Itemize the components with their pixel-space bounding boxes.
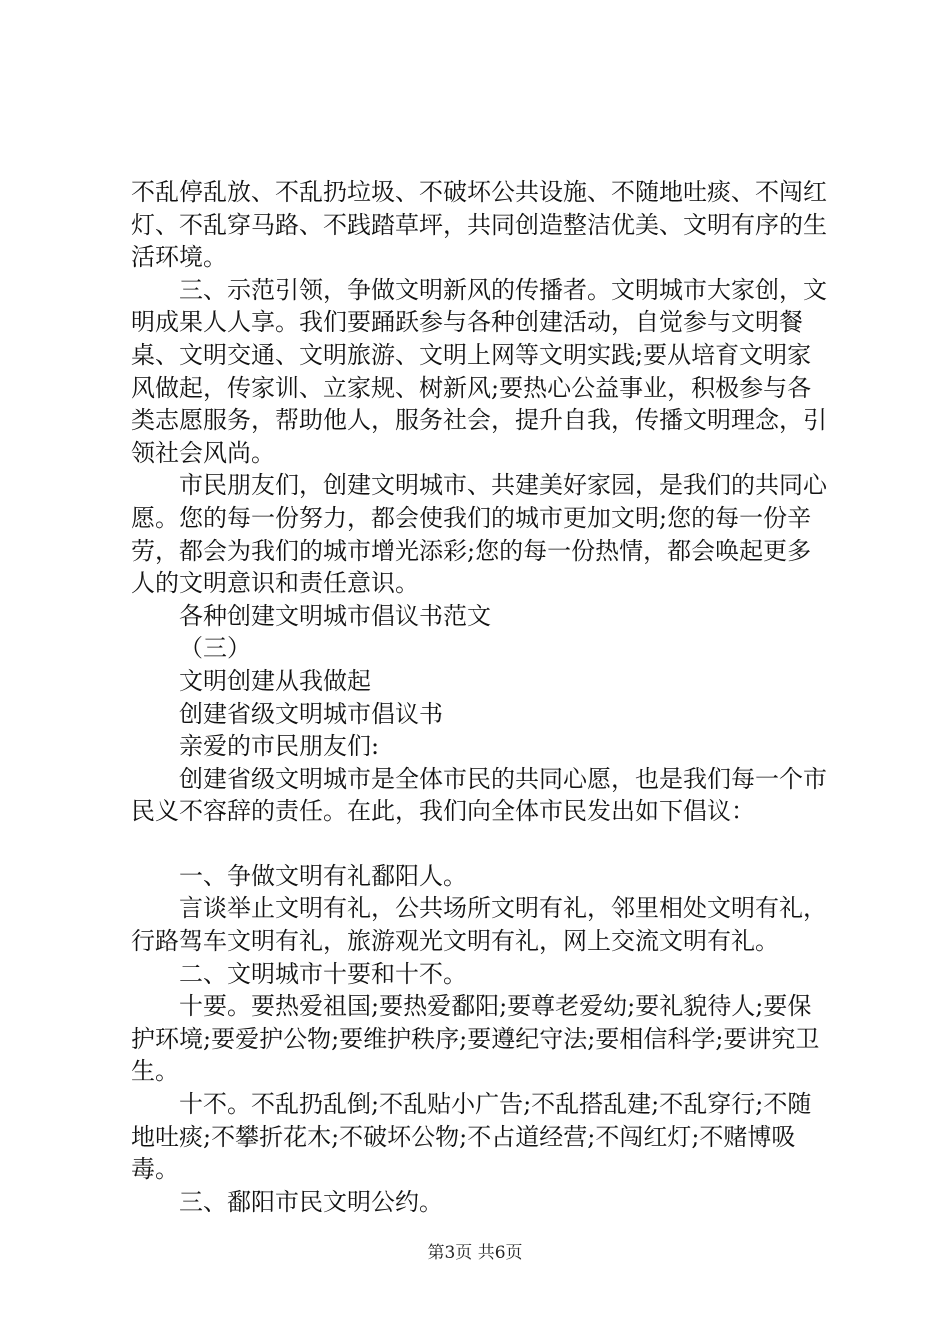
paragraph-7: 创建省级文明城市倡议书 (179, 699, 443, 728)
paragraph-14: 十不。不乱扔乱倒;不乱贴小广告;不乱搭乱建;不乱穿行;不随地吐痰;不攀折花木;不破坏公物;不占道经营;不闯红灯;不赌博吸毒。 (131, 1090, 812, 1184)
paragraph-6: 文明创建从我做起 (179, 666, 371, 695)
page-number-footer: 第3页 共6页 (427, 1243, 523, 1263)
paragraph-5: （三） (179, 634, 251, 663)
paragraph-2: 三、示范引领，争做文明新风的传播者。文明城市大家创，文明成果人人享。我们要踊跃参与各种创建活动，自觉参与文明餐桌、文明交通、文明旅游、文明上网等文明实践;要从培育文明家风做起，传家训、立家规、树新风;要热心公益事业，积极参与各类志愿服务，帮助他人，服务社会，提升自我，传播文明理念，引领社会风尚。 (131, 275, 827, 467)
paragraph-12: 二、文明城市十要和十不。 (179, 959, 467, 988)
paragraph-10: 一、争做文明有礼鄱阳人。 (179, 861, 467, 890)
paragraph-1: 不乱停乱放、不乱扔垃圾、不破坏公共设施、不随地吐痰、不闯红灯、不乱穿马路、不践踏草坪，共同创造整洁优美、文明有序的生活环境。 (131, 178, 827, 272)
paragraph-9: 创建省级文明城市是全体市民的共同心愿，也是我们每一个市民义不容辞的责任。在此，我们向全体市民发出如下倡议： (131, 764, 827, 826)
paragraph-8: 亲爱的市民朋友们: (179, 732, 380, 761)
paragraph-3: 市民朋友们，创建文明城市、共建美好家园，是我们的共同心愿。您的每一份努力，都会使我们的城市更加文明;您的每一份辛劳，都会为我们的城市增光添彩;您的每一份热情，都会唤起更多人的文明意识和责任意识。 (131, 471, 827, 598)
paragraph-15: 三、鄱阳市民文明公约。 (179, 1187, 443, 1216)
paragraph-11: 言谈举止文明有礼，公共场所文明有礼，邻里相处文明有礼，行路驾车文明有礼，旅游观光文明有礼，网上交流文明有礼。 (131, 894, 827, 956)
document-body (131, 176, 831, 1218)
paragraph-13: 十要。要热爱祖国;要热爱鄱阳;要尊老爱幼;要礼貌待人;要保护环境;要爱护公物;要维护秩序;要遵纪守法;要相信科学;要讲究卫生。 (131, 992, 820, 1086)
paragraph-4: 各种创建文明城市倡议书范文 (179, 601, 491, 630)
